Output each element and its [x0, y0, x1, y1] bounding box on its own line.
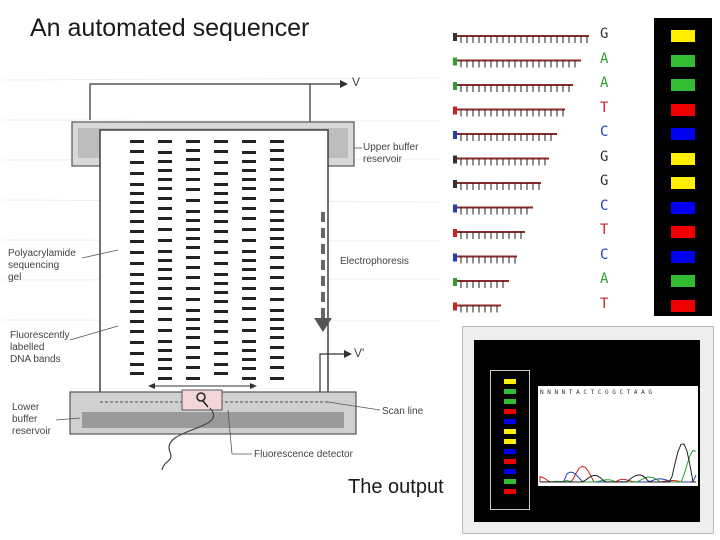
base-letter: A	[600, 50, 609, 67]
base-letter: C	[600, 197, 609, 214]
slide-title: An automated sequencer	[30, 14, 310, 42]
chromatogram-background	[538, 386, 698, 486]
electrophoresis-label: Electrophoresis	[340, 256, 409, 267]
base-letter: A	[600, 271, 609, 287]
base-letter: G	[600, 148, 609, 165]
sequence-read: N N N N T A C T C G G C T A A G	[540, 389, 652, 396]
dna-bands-label-line: DNA bands	[10, 354, 61, 365]
upper-buffer-label-line: reservoir	[363, 154, 402, 165]
base-letter: T	[600, 99, 609, 116]
polyacrylamide-label-line: gel	[8, 272, 22, 283]
dna-bands-label-line: labelled	[10, 342, 45, 353]
dna-bands-label-line: Fluorescently	[10, 330, 70, 341]
polyacrylamide-label-line: sequencing	[8, 260, 60, 271]
voltage-top-label: V	[352, 75, 361, 89]
base-letter: G	[600, 173, 609, 189]
base-letter: G	[600, 26, 609, 42]
base-letter: A	[600, 75, 609, 91]
base-letter: C	[600, 246, 609, 263]
lower-buffer-label-line: Lower	[12, 402, 40, 413]
scan-line-label: Scan line	[382, 406, 424, 417]
voltage-bottom-label: V'	[354, 346, 365, 360]
output-caption: The output	[348, 476, 444, 498]
base-letter: T	[600, 222, 609, 238]
lower-buffer-label-line: buffer	[12, 414, 38, 425]
upper-buffer-label-line: Upper buffer	[363, 142, 419, 153]
polyacrylamide-label-line: Polyacrylamide	[8, 248, 76, 259]
base-letter: C	[600, 124, 609, 140]
lower-buffer-label-line: reservoir	[12, 426, 51, 437]
base-letter: T	[600, 295, 609, 312]
detector-label: Fluorescence detector	[254, 449, 353, 460]
